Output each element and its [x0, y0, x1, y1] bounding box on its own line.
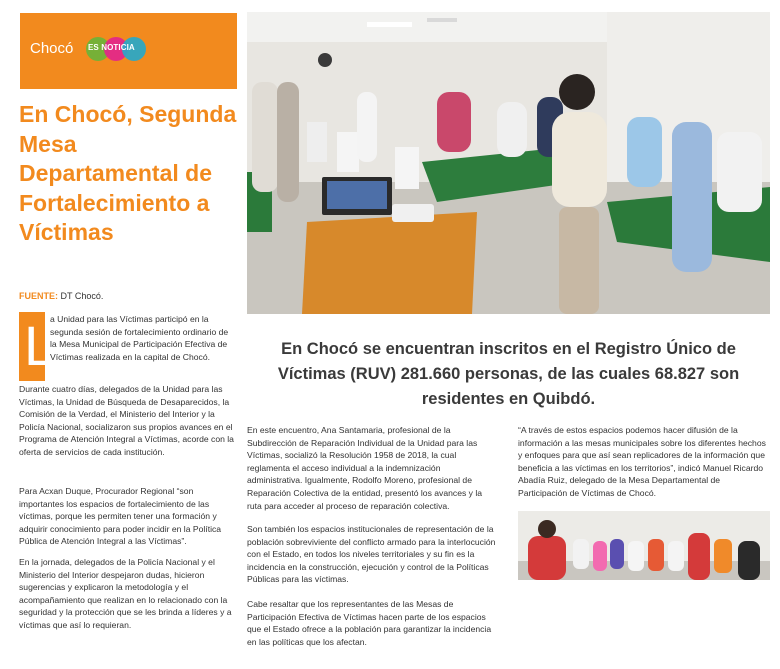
paragraph: En este encuentro, Ana Santamaria, profesional de la Subdirección de Reparación Individual de la Unidad para las Víctimas, socializó la Resolución 1958 de 2018, la cual reglamenta el acceso individual a la indemnización administrativa. Igualmente, Rodolfo Moreno, profesional de Reparación Colectiva de la entidad, presentó los avances y la ruta para acceder al proceso de reparación colectiva.	[247, 425, 483, 511]
paragraph: Cabe resaltar que los representantes de las Mesas de Participación Efectiva de Víctimas hacen parte de los espacios que el Estado ofrece a la población para garantizar la incidencia en las políticas que los afectan.	[247, 599, 492, 647]
section-tag	[20, 13, 237, 89]
paragraph: Durante cuatro días, delegados de la Unidad para las Víctimas, la Unidad de Búsqueda de Desaparecidos, la Comisión de la Verdad, el Ministerio del Interior y la Policía Nacional, socializaron sus propios avances en el Programa de Atención Integral a Víctimas, acorde con la oferta de servicios de cada institución.	[19, 384, 234, 457]
pull-quote: En Chocó se encuentran inscritos en el Registro Único de Víctimas (RUV) 281.660 personas, de las cuales 68.827 son residentes en Quibdó.	[277, 340, 740, 408]
source-label: FUENTE:	[19, 291, 58, 301]
paragraph-quote: “A través de estos espacios podemos hacer difusión de la información a las mesas municipales sobre los diferentes hechos y enfoques para que así sean replicadores de la información que beneficia a las víctimas en los territorios”, indicó Manuel Ricardo Abadía Ruiz, delegado de la Mesa Departamental de Participación de Víctimas de Chocó.	[518, 425, 766, 498]
source-value: DT Chocó.	[60, 291, 104, 301]
drop-cap	[19, 312, 56, 381]
paragraph: Para Acxan Duque, Procurador Regional “son importantes los espacios de fortalecimiento de las víctimas, porque les permiten tener una formación y adquirir conocimiento para poder incidir en la Política Pública de Atención Integral a las Víctimas”.	[19, 486, 222, 547]
paragraph: Son también los espacios institucionales de representación de la población sobreviviente del conflicto armado para la interlocución con el Estado, en todos los niveles territoriales y su fin es la incidencia en la construcción, ejecución y control de la Políticas Públicas para las víctimas.	[247, 524, 496, 585]
drop-cap-letter: L	[24, 314, 56, 377]
paragraph-intro: a Unidad para las Víctimas participó en la segunda sesión de fortalecimiento ordinario de la Mesa Municipal de Participación Efectiva de Víctimas realizada en la capital de Chocó.	[50, 314, 229, 362]
es-noticia-logo	[86, 37, 146, 61]
main-photo	[247, 12, 770, 314]
es-noticia-text: ES NOTICIA	[88, 43, 135, 52]
article-source	[19, 291, 103, 301]
secondary-photo	[518, 511, 770, 580]
paragraph: En la jornada, delegados de la Policía Nacional y el Ministerio del Interior despejaron dudas, hicieron sugerencias y explicaron la metodología y el acompañamiento que realizan en lo relacionado con la seguridad y la protección que se les brinda a líderes y a víctimas que así lo requieran.	[19, 557, 232, 630]
article-title: En Chocó, Segunda Mesa Departamental de Fortalecimiento a Víctimas	[19, 101, 237, 246]
section-label: Chocó	[30, 40, 74, 57]
